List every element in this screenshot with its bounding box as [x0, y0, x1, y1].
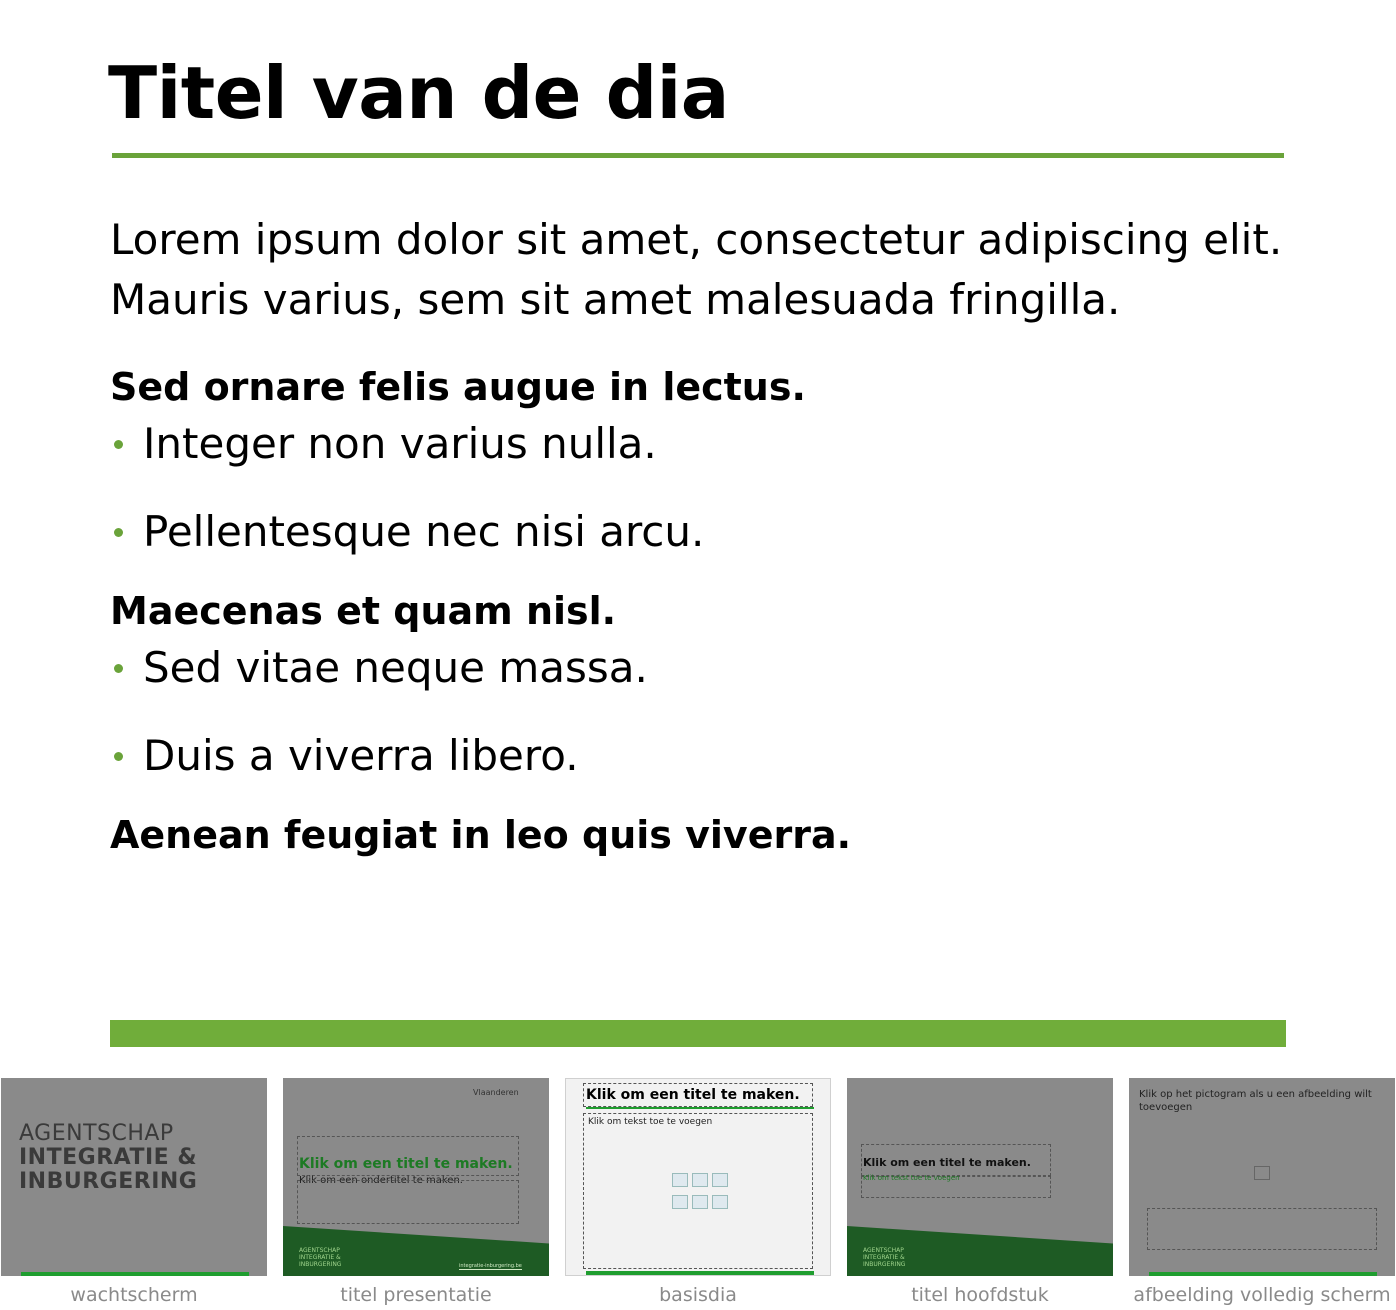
thumb-body: Klik om tekst toe te voegen: [588, 1117, 713, 1127]
subtitle-placeholder-box: [297, 1180, 519, 1224]
list-item: [110, 726, 1290, 786]
list-item: [110, 502, 1290, 562]
logo-line: AGENTSCHAP: [299, 1247, 340, 1254]
chart-icon: [692, 1173, 708, 1187]
logo-line: INBURGERING: [863, 1261, 906, 1268]
logo-line: AGENTSCHAP: [19, 1121, 174, 1146]
caption-placeholder-box: [1147, 1208, 1377, 1250]
logo-line: AGENTSCHAP: [863, 1247, 904, 1254]
picture-icon: [672, 1195, 688, 1209]
footer-url: integratie-inburgering.be: [459, 1263, 522, 1269]
title-underline: [112, 153, 1284, 158]
video-icon: [712, 1195, 728, 1209]
footer-logo: [299, 1247, 341, 1268]
bullet-text: Duis a viverra libero.: [143, 731, 579, 780]
bullet-list-2: [110, 638, 1290, 786]
content-type-icons: [670, 1171, 730, 1211]
slide-footer-bar: [110, 1020, 1286, 1047]
slide-title: Titel van de dia: [108, 51, 729, 135]
section-heading-3: Aenean feugiat in leo quis viverra.: [110, 813, 852, 857]
thumb-caption: basisdia: [659, 1284, 737, 1306]
table-icon: [672, 1173, 688, 1187]
thumb-subtitle: Klik om tekst toe te voegen: [863, 1174, 960, 1182]
thumb-caption: wachtscherm: [70, 1284, 198, 1306]
logo-line: INTEGRATIE &: [19, 1145, 198, 1170]
layout-thumb-afbeelding[interactable]: [1129, 1078, 1395, 1276]
bullet-icon: [114, 528, 123, 537]
logo-line: INBURGERING: [19, 1169, 198, 1194]
bullet-icon: [114, 664, 123, 673]
thumb-caption: titel presentatie: [340, 1284, 492, 1306]
thumb-title: Klik om een titel te maken.: [299, 1156, 513, 1172]
thumb-accent: [21, 1272, 249, 1276]
layout-thumbnail-strip: [0, 1076, 1396, 1310]
thumb-title: Klik om een titel te maken.: [586, 1087, 800, 1103]
thumb-subtitle: Klik om een ondertitel te maken.: [299, 1175, 463, 1186]
bullet-list-1: [110, 414, 1290, 562]
thumb-caption: titel hoofdstuk: [911, 1284, 1049, 1306]
layout-thumb-titel-presentatie[interactable]: [283, 1078, 549, 1276]
logo-line: INTEGRATIE &: [863, 1254, 905, 1261]
thumb-accent: [1149, 1272, 1377, 1276]
thumb-title: Klik om een titel te maken.: [863, 1156, 1031, 1169]
slide-body: [110, 210, 1290, 862]
vlaanderen-logo: [473, 1088, 519, 1098]
bullet-icon: [114, 752, 123, 761]
lead-paragraph: Lorem ipsum dolor sit amet, consectetur adipiscing elit. Mauris varius, sem sit amet malesuada fringilla.: [110, 215, 1283, 324]
agency-logo: [19, 1122, 197, 1194]
layout-thumb-titel-hoofdstuk[interactable]: [847, 1078, 1113, 1276]
smartart-icon: [712, 1173, 728, 1187]
thumb-body: Klik op het pictogram als u een afbeelding wilt toevoegen: [1139, 1089, 1372, 1113]
bullet-text: Sed vitae neque massa.: [143, 643, 648, 692]
thumb-caption: afbeelding volledig scherm: [1133, 1284, 1391, 1306]
logo-line: INBURGERING: [299, 1261, 342, 1268]
section-heading-2: Maecenas et quam nisl.: [110, 589, 617, 633]
online-picture-icon: [692, 1195, 708, 1209]
layout-thumb-wachtscherm[interactable]: [1, 1078, 267, 1276]
brand-text: Vlaanderen: [473, 1088, 519, 1097]
footer-logo: [863, 1247, 905, 1268]
thumb-title-rule: [586, 1107, 814, 1109]
bullet-text: Pellentesque nec nisi arcu.: [143, 507, 705, 556]
list-item: [110, 638, 1290, 698]
logo-line: INTEGRATIE &: [299, 1254, 341, 1261]
bullet-text: Integer non varius nulla.: [143, 419, 657, 468]
thumb-accent: [586, 1271, 814, 1275]
bullet-icon: [114, 440, 123, 449]
list-item: [110, 414, 1290, 474]
picture-icon: [1254, 1166, 1270, 1180]
section-heading-1: Sed ornare felis augue in lectus.: [110, 365, 806, 409]
layout-thumb-basisdia[interactable]: [565, 1078, 831, 1276]
